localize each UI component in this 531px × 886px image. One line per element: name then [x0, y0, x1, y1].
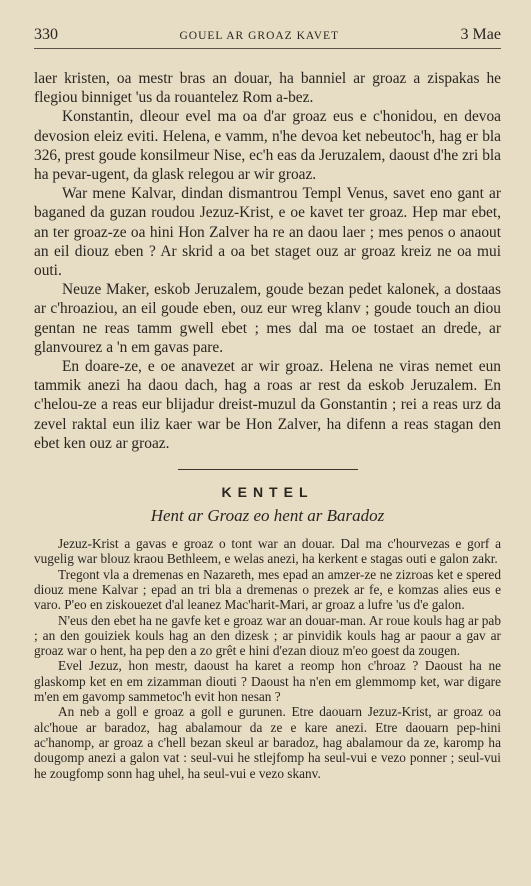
running-title: GOUEL AR GROAZ KAVET: [179, 30, 340, 42]
section-divider: [178, 469, 358, 470]
main-text: [34, 69, 501, 453]
section-subtitle: Hent ar Groaz eo hent ar Baradoz: [150, 506, 385, 526]
section-title: KENTEL: [221, 484, 314, 501]
paragraph: Konstantin, dleour evel ma oa d'ar groaz eus e c'honidou, en devoa devosion eleiz eviti. Helena, e vamm, n'he devoa ket nebeutoc'h, hag er bla 326, prest goude konsilmeur Nise, ec'h eas da Jeruzalem, daoust d'he zri bla ha pevar-ugent, da glask relegou ar wir groaz.: [34, 108, 501, 184]
paragraph: laer kristen, oa mestr bras an douar, ha banniel ar groaz a zispakas he flegiou binniget 'us da rouantelez Rom a-bez.: [34, 70, 501, 107]
header-date: 3 Mae: [460, 26, 501, 43]
paragraph: An neb a goll e groaz a goll e gurunen. Etre daouarn Jezuz-Krist, ar groaz oa alc'houe ar baradoz, hag abalamour da ze e kare anezi. Etre daouarn pep-hini ac'hanomp, ar groaz a c'hell bezan skeul ar baradoz, hag abalamour da ze, karomp ha dougomp anezi a galon vat : seul-vui he stlejfomp ha seul-vui e vezo ponner ; seul-vui he zougfomp sonn hag uhel, ha seul-vui e vezo skanv.: [34, 704, 501, 781]
paragraph: War mene Kalvar, dindan dismantrou Templ Venus, savet eno gant ar baganed da guzan roudou Jezuz-Krist, e oe kavet ter groaz. Hep mar ebet, an ter groaz-ze oa hini Hon Zalver ha re an daou laer ; mes penos o anaout an eil diouz eben ? Ar skrid a oa bet staget ouz ar groaz kreiz ne oa mui outi.: [34, 185, 501, 280]
page-header: [34, 26, 501, 44]
paragraph: Neuze Maker, eskob Jeruzalem, goude bezan pedet kalonek, a dostaas ar c'hroaziou, an eil goude eben, ouz eur wreg klanv ; goude touch an diou gentan ne reas tamm gwell ebet ; mes dal ma oe tostaet an drede, ar glanvourez a 'n em gavas pare.: [34, 281, 501, 356]
lesson-text: [34, 536, 501, 781]
paragraph: N'eus den ebet ha ne gavfe ket e groaz war an douar-man. Ar roue kouls hag ar pab ; an den gouiziek kouls hag an den dizesk ; ar pinvidik kouls hag ar paour a gav ar groaz war o hent, ha pep den a zo grêt e hini d'ezan diouz m'eo goest da zougen.: [34, 612, 501, 659]
paragraph: Tregont vla a dremenas en Nazareth, mes epad an amzer-ze ne zizroas ket e spered diouz mene Kalvar ; epad an tri bla a dremenas o prezek ar fe, e komzas alies eus e varo. P'eo en ziskouezet d'al leanez Mac'harit-Mari, ar groaz a lufre 'us d'e galon.: [34, 566, 501, 613]
paragraph: Evel Jezuz, hon mestr, daoust ha karet a reomp hon c'hroaz ? Daoust ha ne glaskomp ket en em zizamman diouti ? Daoust ha n'en em glemmomp ket, war digare m'en em gavomp sammetoc'h evit hon nesan ?: [34, 658, 501, 705]
header-rule: [34, 48, 501, 49]
paragraph: En doare-ze, e oe anavezet ar wir groaz. Helena ne viras nemet eun tammik anezi ha daou dach, hag a roas ar rest da eskob Jeruzalem. En c'helou-ze a reas eur blijadur dreist-muzul da Gonstantin ; rei a reas urz da zevel raktal eun iliz kaer war be Hon Zalver, ha difenn a reas stagan den ebet ken ouz ar groaz.: [34, 358, 501, 452]
paragraph: Jezuz-Krist a gavas e groaz o tont war an douar. Dal ma c'hourvezas e gorf a vugelig war blouz kraou Bethleem, e welas anezi, ha kerkent e stagas outi e galon zakr.: [34, 536, 501, 567]
page-number: 330: [34, 26, 58, 43]
